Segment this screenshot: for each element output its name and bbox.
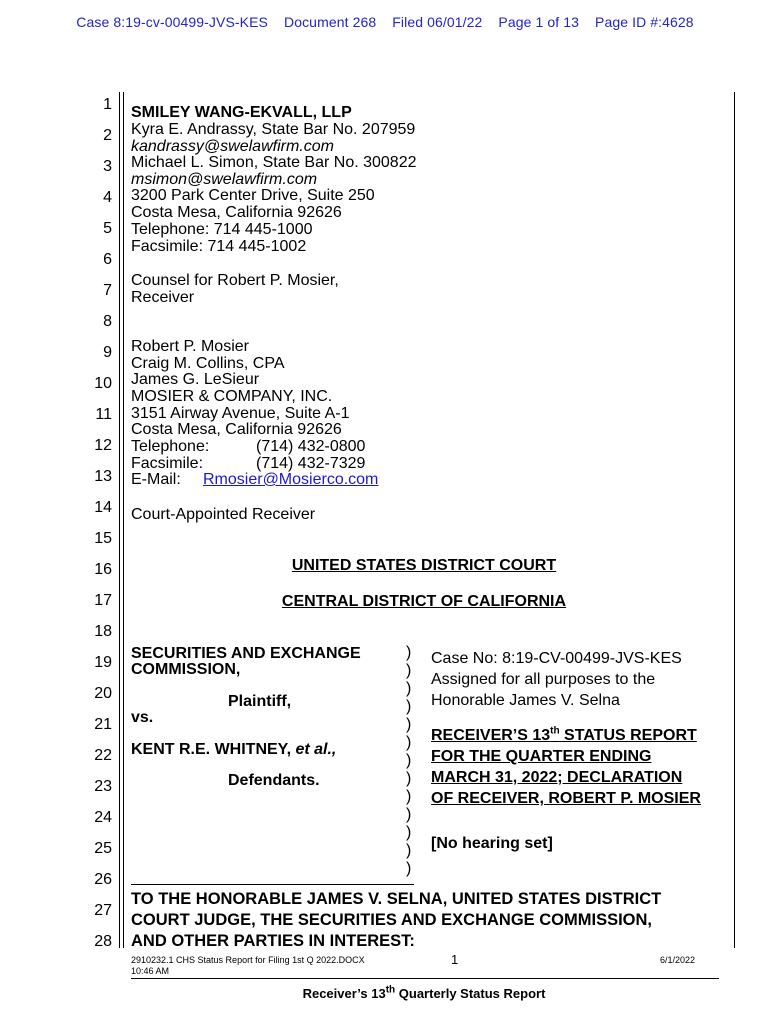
line-number: 14	[94, 499, 112, 516]
line-number: 2	[103, 127, 112, 144]
stamp-filed: Filed 06/01/22	[392, 14, 483, 30]
firm-address-1: 3200 Park Center Drive, Suite 250	[131, 187, 375, 204]
court-district: CENTRAL DISTRICT OF CALIFORNIA	[281, 593, 567, 610]
receiver-name-1: Robert P. Mosier	[131, 338, 249, 355]
left-rule-2	[123, 92, 124, 948]
footer-title-sup: th	[385, 984, 396, 996]
doc-title-1b: STATUS REPORT	[559, 727, 697, 744]
footer-page-number: 1	[451, 952, 459, 967]
plaintiff-name-2: COMMISSION,	[131, 661, 241, 678]
line-number: 1	[103, 96, 112, 113]
right-rule	[734, 92, 735, 948]
defendant-name-text: KENT R.E. WHITNEY,	[131, 741, 292, 758]
line-number: 4	[103, 189, 112, 206]
caption-paren: )	[406, 842, 412, 859]
line-number: 17	[94, 592, 112, 609]
defendant-name	[131, 741, 336, 758]
footer-doc-id: 2910232.1 CHS Status Report for Filing 1st Q 2022.DOCX	[131, 955, 365, 965]
receiver-role: Court-Appointed Receiver	[131, 506, 316, 523]
address-line-3: AND OTHER PARTIES IN INTEREST:	[131, 932, 415, 950]
line-number: 23	[94, 778, 112, 795]
caption-paren: )	[406, 806, 412, 823]
stamp-case: Case 8:19-cv-00499-JVS-KES	[76, 14, 268, 30]
line-number: 10	[94, 375, 112, 392]
court-name: UNITED STATES DISTRICT COURT	[291, 557, 557, 574]
doc-title-1	[431, 727, 697, 744]
defendant-et-al: et al.,	[295, 741, 337, 758]
line-number: 28	[94, 933, 112, 950]
address-line-2: COURT JUDGE, THE SECURITIES AND EXCHANGE COMMISSION,	[131, 911, 653, 929]
plaintiff-role: Plaintiff,	[228, 693, 292, 710]
caption-paren: )	[406, 734, 412, 751]
footer-time: 10:46 AM	[131, 966, 170, 976]
plaintiff-name-1: SECURITIES AND EXCHANGE	[131, 645, 361, 662]
line-number: 26	[94, 871, 112, 888]
assigned-line-2: Honorable James V. Selna	[431, 692, 620, 709]
firm-address-2: Costa Mesa, California 92626	[131, 204, 342, 221]
footer-title-a: Receiver’s 13	[302, 986, 386, 1001]
caption-paren: )	[406, 698, 412, 715]
filing-stamp	[0, 14, 770, 30]
line-number: 13	[94, 468, 112, 485]
footer-title-b: Quarterly Status Report	[395, 986, 546, 1001]
caption-paren: )	[406, 644, 412, 661]
line-number: 3	[103, 158, 112, 175]
line-number: 12	[94, 437, 112, 454]
line-number: 27	[94, 902, 112, 919]
versus: vs.	[131, 709, 154, 726]
doc-title-4: OF RECEIVER, ROBERT P. MOSIER	[431, 790, 701, 807]
firm-telephone: Telephone: 714 445-1000	[131, 221, 313, 238]
caption-paren: )	[406, 716, 412, 733]
caption-paren: )	[406, 752, 412, 769]
left-rule-1	[119, 92, 120, 948]
line-number: 15	[94, 530, 112, 547]
line-number: 19	[94, 654, 112, 671]
receiver-telephone-label: Telephone:	[131, 438, 210, 455]
attorney-1: Kyra E. Andrassy, State Bar No. 207959	[131, 121, 416, 138]
hearing-status: [No hearing set]	[431, 835, 553, 852]
firm-facsimile: Facsimile: 714 445-1002	[131, 238, 307, 255]
caption-paren: )	[406, 662, 412, 679]
doc-title-3: MARCH 31, 2022; DECLARATION	[431, 769, 683, 786]
stamp-page: Page 1 of 13	[498, 14, 579, 30]
receiver-address-1: 3151 Airway Avenue, Suite A-1	[131, 405, 350, 422]
line-number: 24	[94, 809, 112, 826]
line-number: 5	[103, 220, 112, 237]
doc-title-1a: RECEIVER’S 13	[431, 727, 551, 744]
line-number: 11	[95, 406, 112, 423]
line-number: 9	[103, 344, 112, 361]
receiver-name-3: James G. LeSieur	[131, 371, 260, 388]
receiver-facsimile: (714) 432-7329	[256, 455, 366, 472]
doc-title-2: FOR THE QUARTER ENDING	[431, 748, 652, 765]
line-number: 8	[103, 313, 112, 330]
footer-rule	[131, 978, 719, 979]
receiver-email-link[interactable]: Rmosier@Mosierco.com	[203, 471, 379, 488]
receiver-name-2: Craig M. Collins, CPA	[131, 355, 285, 372]
counsel-line-2: Receiver	[131, 289, 195, 306]
footer-title	[124, 985, 724, 1002]
counsel-line-1: Counsel for Robert P. Mosier,	[131, 272, 339, 289]
attorney-2: Michael L. Simon, State Bar No. 300822	[131, 154, 417, 171]
caption-paren: )	[406, 680, 412, 697]
caption-paren: )	[406, 770, 412, 787]
line-number: 21	[94, 716, 112, 733]
line-number: 25	[94, 840, 112, 857]
caption-paren: )	[406, 860, 412, 877]
caption-underline	[131, 884, 414, 885]
line-number: 18	[94, 623, 112, 640]
receiver-facsimile-label: Facsimile:	[131, 455, 204, 472]
case-number: Case No: 8:19-CV-00499-JVS-KES	[431, 650, 682, 667]
attorney-2-email: msimon@swelawfirm.com	[131, 171, 318, 188]
caption-paren: )	[406, 788, 412, 805]
attorney-1-email: kandrassy@swelawfirm.com	[131, 138, 334, 155]
receiver-email-label: E-Mail:	[131, 471, 181, 488]
stamp-page-id: Page ID #:4628	[595, 14, 694, 30]
firm-name: SMILEY WANG-EKVALL, LLP	[131, 104, 352, 121]
doc-title-1-sup: th	[550, 725, 560, 737]
defendant-role: Defendants.	[228, 772, 320, 789]
stamp-document: Document 268	[283, 14, 377, 30]
line-number: 20	[94, 685, 112, 702]
line-number: 7	[103, 282, 112, 299]
receiver-telephone: (714) 432-0800	[256, 438, 366, 455]
receiver-address-2: Costa Mesa, California 92626	[131, 421, 342, 438]
line-number: 22	[94, 747, 112, 764]
footer-date: 6/1/2022	[660, 955, 696, 965]
receiver-company: MOSIER & COMPANY, INC.	[131, 388, 333, 405]
caption-paren: )	[406, 824, 412, 841]
assigned-line-1: Assigned for all purposes to the	[431, 671, 656, 688]
line-number: 6	[103, 251, 112, 268]
address-line-1: TO THE HONORABLE JAMES V. SELNA, UNITED STATES DISTRICT	[131, 890, 662, 908]
line-number: 16	[94, 561, 112, 578]
